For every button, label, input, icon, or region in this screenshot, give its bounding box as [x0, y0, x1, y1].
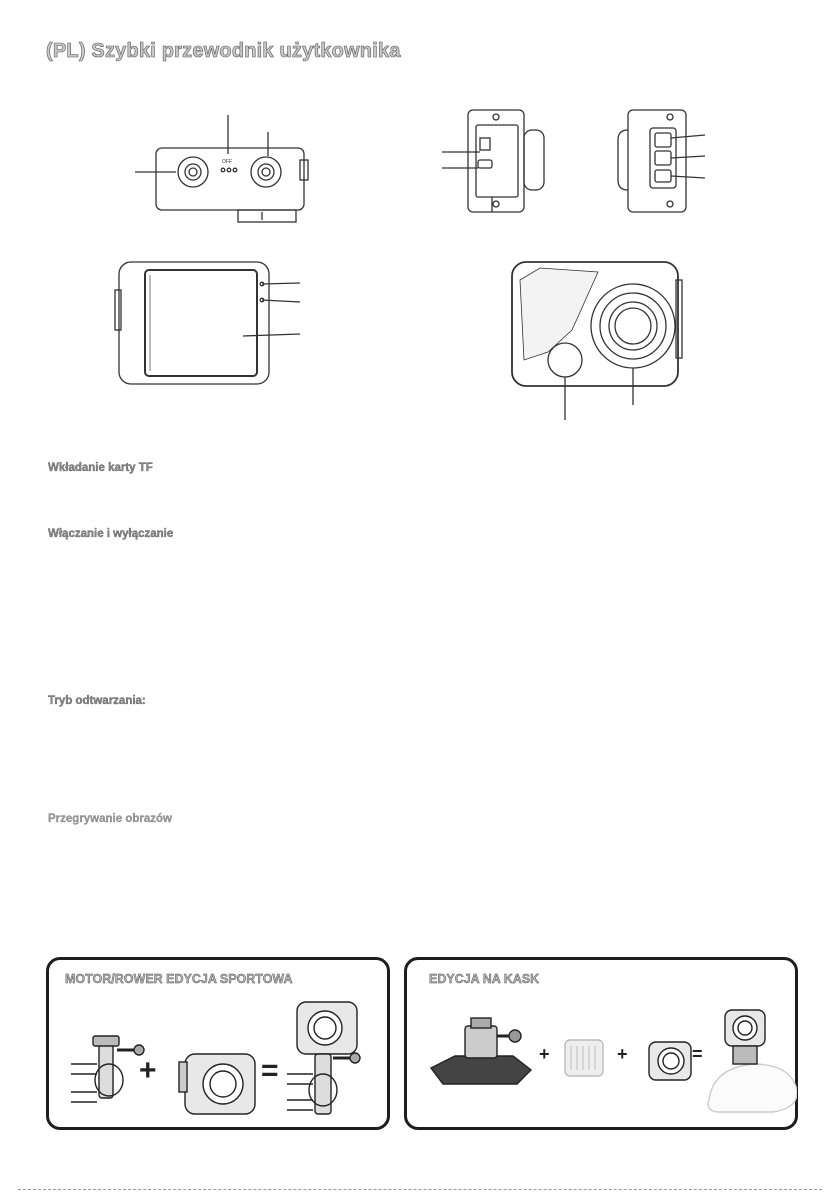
plus-sign-1: + — [539, 1044, 550, 1064]
plus-sign-2: + — [617, 1044, 628, 1064]
camera-icon — [179, 1054, 255, 1114]
section-heading-tf-card: Wkładanie karty TF — [48, 462, 153, 474]
equals-sign: = — [692, 1044, 703, 1064]
camera-side-view-left — [442, 110, 544, 212]
page-cut-line — [18, 1189, 822, 1190]
equals-sign: = — [261, 1054, 279, 1087]
camera-front-view — [512, 262, 682, 420]
camera-diagrams — [0, 90, 840, 430]
handlebar-mount-icon — [71, 1036, 144, 1102]
helmet-with-camera-icon — [708, 1010, 797, 1112]
section-heading-image-playback: Przegrywanie obrazów — [48, 813, 172, 825]
camera-back-view — [115, 262, 300, 384]
camera-side-view-right — [618, 110, 705, 212]
bike-mount-panel — [46, 957, 390, 1130]
camera-icon — [649, 1042, 691, 1080]
handlebar-mount-with-camera-icon — [287, 1002, 360, 1114]
plus-sign: + — [139, 1054, 157, 1087]
helmet-base-mount-icon — [431, 1018, 531, 1084]
section-heading-playback: Tryb odtwarzania: — [48, 695, 146, 707]
camera-top-view — [135, 115, 308, 222]
section-heading-power: Włączanie i wyłączanie — [48, 528, 174, 540]
off-label: OFF — [222, 159, 232, 165]
bike-mount-illustration — [57, 992, 383, 1127]
adhesive-pad-icon — [565, 1040, 603, 1076]
page-title: (PL) Szybki przewodnik użytkownika — [46, 40, 401, 62]
bike-mount-title: MOTOR/ROWER EDYCJA SPORTOWA — [65, 972, 293, 986]
helmet-mount-panel — [404, 957, 798, 1130]
helmet-mount-title: EDYCJA NA KASK — [429, 972, 540, 986]
helmet-mount-illustration — [413, 990, 797, 1130]
